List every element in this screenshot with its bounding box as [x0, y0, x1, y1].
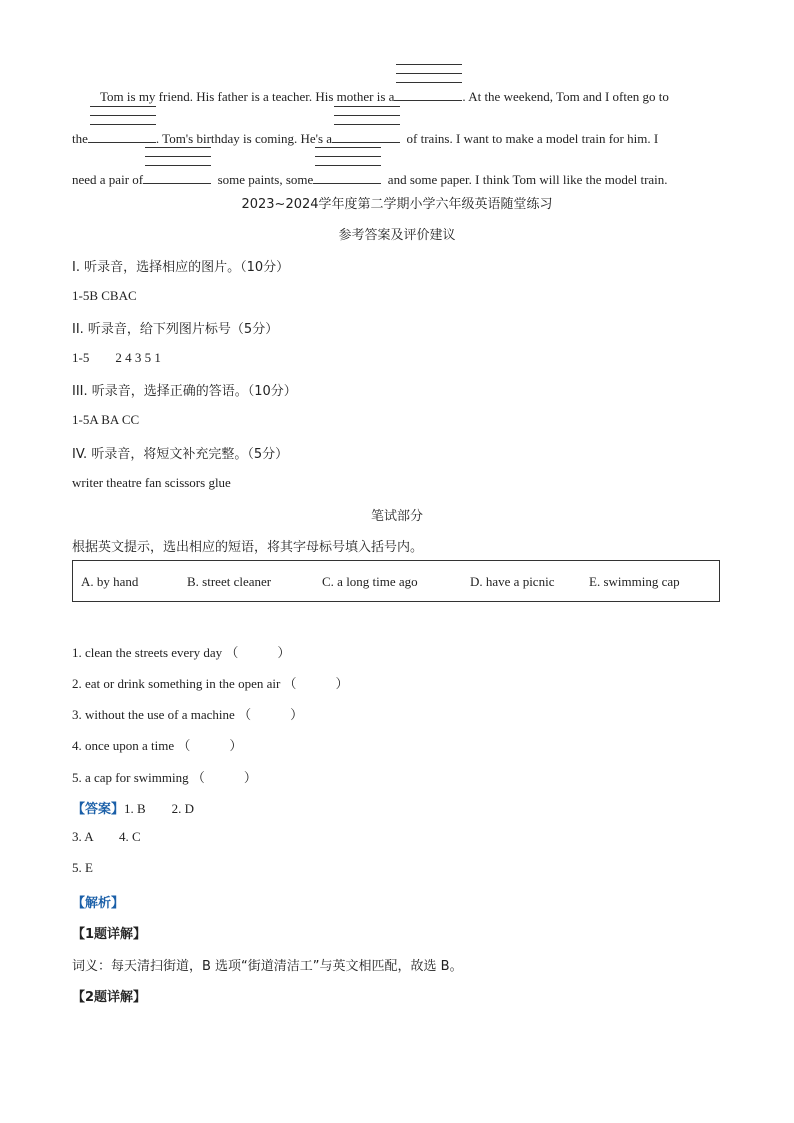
- listening-heading-4: IV. 听录音，将短文补充完整。（5分）: [72, 447, 289, 462]
- listening-answer-4: writer theatre fan scissors glue: [72, 475, 231, 490]
- detail-1-text: 词义：每天清扫街道，B 选项“街道清洁工”与英文相匹配，故选 B。: [72, 959, 463, 974]
- passage-text: . At the weekend, Tom and I often go to: [462, 89, 669, 104]
- passage-text: Tom is my friend. His father is a teacher. His mother is a: [100, 89, 395, 104]
- answer-blank[interactable]: [88, 128, 156, 143]
- answers-line-2: 3. A 4. C: [72, 829, 141, 844]
- passage-text: some paints, some: [217, 172, 314, 187]
- option-e: E. swimming cap: [589, 574, 680, 589]
- document-title: 2023~2024学年度第二学期小学六年级英语随堂练习: [241, 197, 553, 212]
- written-title: 笔试部分: [370, 509, 423, 524]
- question-4: 4. once upon a time （ ）: [72, 738, 243, 753]
- passage-line-2: [72, 128, 658, 147]
- answer-label: 【答案】: [72, 802, 125, 817]
- analysis-label: 【解析】: [72, 896, 125, 911]
- passage-line-3: [72, 169, 668, 188]
- passage-line-1: [100, 86, 669, 105]
- answers-row-1: [72, 798, 194, 817]
- detail-2-label: 【2题详解】: [72, 990, 147, 1005]
- answer-blank[interactable]: [332, 128, 400, 143]
- answer-blank[interactable]: [394, 86, 462, 101]
- written-instruction: 根据英文提示，选出相应的短语，将其字母标号填入括号内。: [72, 540, 424, 555]
- passage-text: . Tom's birthday is coming. He's a: [155, 131, 333, 146]
- listening-answer-1: 1-5B CBAC: [72, 288, 137, 303]
- listening-heading-1: I. 听录音，选择相应的图片。（10分）: [72, 260, 290, 275]
- passage-text: and some paper. I think Tom will like the model train.: [387, 172, 668, 187]
- detail-1-label: 【1题详解】: [72, 927, 147, 942]
- question-1: 1. clean the streets every day （ ）: [72, 645, 291, 660]
- option-d: D. have a picnic: [470, 574, 555, 589]
- options-box: [72, 560, 720, 602]
- listening-heading-2: II. 听录音，给下列图片标号（5分）: [72, 322, 279, 337]
- answer-blank[interactable]: [313, 169, 381, 184]
- question-3: 3. without the use of a machine （ ）: [72, 707, 304, 722]
- passage-text: of trains. I want to make a model train for him. I: [406, 131, 659, 146]
- answer-title: 参考答案及评价建议: [338, 228, 456, 243]
- answers-line-3: 5. E: [72, 860, 93, 875]
- answer-blank[interactable]: [143, 169, 211, 184]
- passage-text: the: [72, 131, 88, 146]
- passage-text: need a pair of: [72, 172, 144, 187]
- listening-heading-3: III. 听录音，选择正确的答语。（10分）: [72, 384, 297, 399]
- option-b: B. street cleaner: [187, 574, 272, 589]
- question-5: 5. a cap for swimming （ ）: [72, 770, 257, 785]
- option-a: A. by hand: [81, 574, 139, 589]
- listening-answer-2: 1-5 2 4 3 5 1: [72, 350, 161, 365]
- listening-answer-3: 1-5A BA CC: [72, 412, 140, 427]
- answers-line-1: 1. B 2. D: [124, 801, 195, 816]
- option-c: C. a long time ago: [322, 574, 418, 589]
- question-2: 2. eat or drink something in the open air （ ）: [72, 676, 349, 691]
